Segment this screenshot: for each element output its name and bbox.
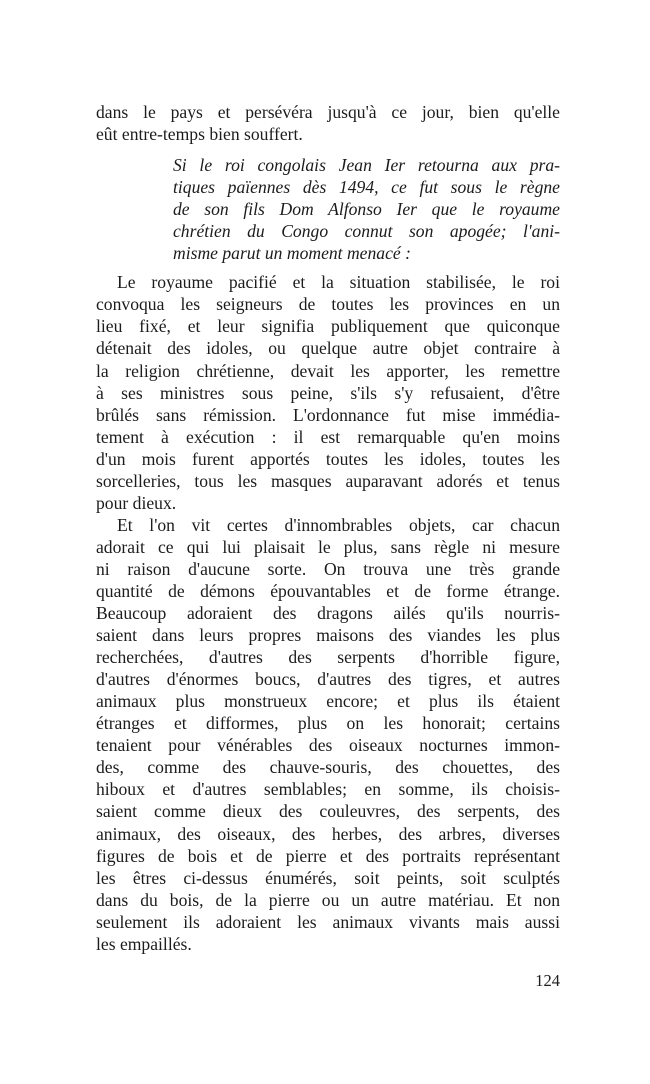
text-line: Le royaume pacifié et la situation stabilisée, le roi bbox=[117, 272, 560, 293]
text-line: ni raison d'aucune sorte. On trouva une très grande bbox=[96, 558, 560, 579]
text-line: la religion chrétienne, devait les apporter, les remettre bbox=[96, 360, 560, 381]
text-line: recherchées, d'autres des serpents d'horrible figure, bbox=[96, 647, 560, 668]
quote-line: tiques païennes dès 1494, ce fut sous le règne bbox=[173, 177, 560, 198]
page-number: 124 bbox=[535, 971, 560, 990]
quote-line: chrétien du Congo connut son apogée; l'ani- bbox=[173, 221, 560, 242]
text-line: hiboux et d'autres semblables; en somme, ils choisis- bbox=[96, 779, 560, 800]
quote-line: misme parut un moment menacé : bbox=[173, 243, 411, 264]
page-body bbox=[96, 101, 560, 955]
text-line: adorait ce qui lui plaisait le plus, sans règle ni mesure bbox=[96, 536, 560, 557]
text-line: tement à exécution : il est remarquable qu'en moins bbox=[96, 426, 560, 447]
quote-line: de son fils Dom Alfonso Ier que le royaume bbox=[173, 199, 560, 220]
text-line: brûlés sans rémission. L'ordonnance fut mise immédia- bbox=[96, 404, 560, 425]
text-line: sorcelleries, tous les masques auparavant adorés et tenus bbox=[96, 470, 560, 491]
text-line: animaux, des oiseaux, des herbes, des arbres, diverses bbox=[96, 823, 560, 844]
text-line: des, comme des chauve-souris, des chouettes, des bbox=[96, 757, 560, 778]
text-line: seulement ils adoraient les animaux vivants mais aussi bbox=[96, 911, 560, 932]
text-line: saient dans leurs propres maisons des viandes les plus bbox=[96, 625, 560, 646]
text-line: eût entre-temps bien souffert. bbox=[96, 124, 303, 145]
paragraph-2 bbox=[96, 514, 560, 955]
text-line: d'autres d'énormes boucs, d'autres des tigres, et autres bbox=[96, 669, 560, 690]
text-line: figures de bois et de pierre et des portraits représentant bbox=[96, 845, 560, 866]
text-line: détenait des idoles, ou quelque autre objet contraire à bbox=[96, 338, 560, 359]
text-line: dans du bois, de la pierre ou un autre matériau. Et non bbox=[96, 889, 560, 910]
text-line: d'un mois furent apportés toutes les idoles, toutes les bbox=[96, 448, 560, 469]
text-line: dans le pays et persévéra jusqu'à ce jour, bien qu'elle bbox=[96, 102, 560, 122]
text-line: animaux plus monstrueux encore; et plus ils étaient bbox=[96, 691, 560, 712]
text-line: à ses ministres sous peine, s'ils s'y refusaient, d'être bbox=[96, 382, 560, 403]
text-line: les empaillés. bbox=[96, 933, 192, 954]
text-line: lieu fixé, et leur signifia publiquement que quiconque bbox=[96, 316, 560, 337]
text-line: tenaient pour vénérables des oiseaux nocturnes immon- bbox=[96, 735, 560, 756]
text-line: les êtres ci-dessus énumérés, soit peints, soit sculptés bbox=[96, 867, 560, 888]
text-line: quantité de démons épouvantables et de forme étrange. bbox=[96, 580, 560, 601]
text-line: Beaucoup adoraient des dragons ailés qu'ils nourris- bbox=[96, 603, 560, 624]
text-line: Et l'on vit certes d'innombrables objets, car chacun bbox=[117, 514, 560, 535]
text-line: saient comme dieux des couleuvres, des serpents, des bbox=[96, 801, 560, 822]
text-line: convoqua les seigneurs de toutes les provinces en un bbox=[96, 294, 560, 315]
italic-quote-block bbox=[173, 154, 560, 264]
text-line: pour dieux. bbox=[96, 492, 177, 513]
paragraph-1 bbox=[96, 271, 560, 514]
text-block-opening bbox=[96, 101, 560, 145]
quote-line: Si le roi congolais Jean Ier retourna aux pra- bbox=[173, 155, 560, 176]
text-line: étranges et difformes, plus on les honorait; certains bbox=[96, 713, 560, 734]
